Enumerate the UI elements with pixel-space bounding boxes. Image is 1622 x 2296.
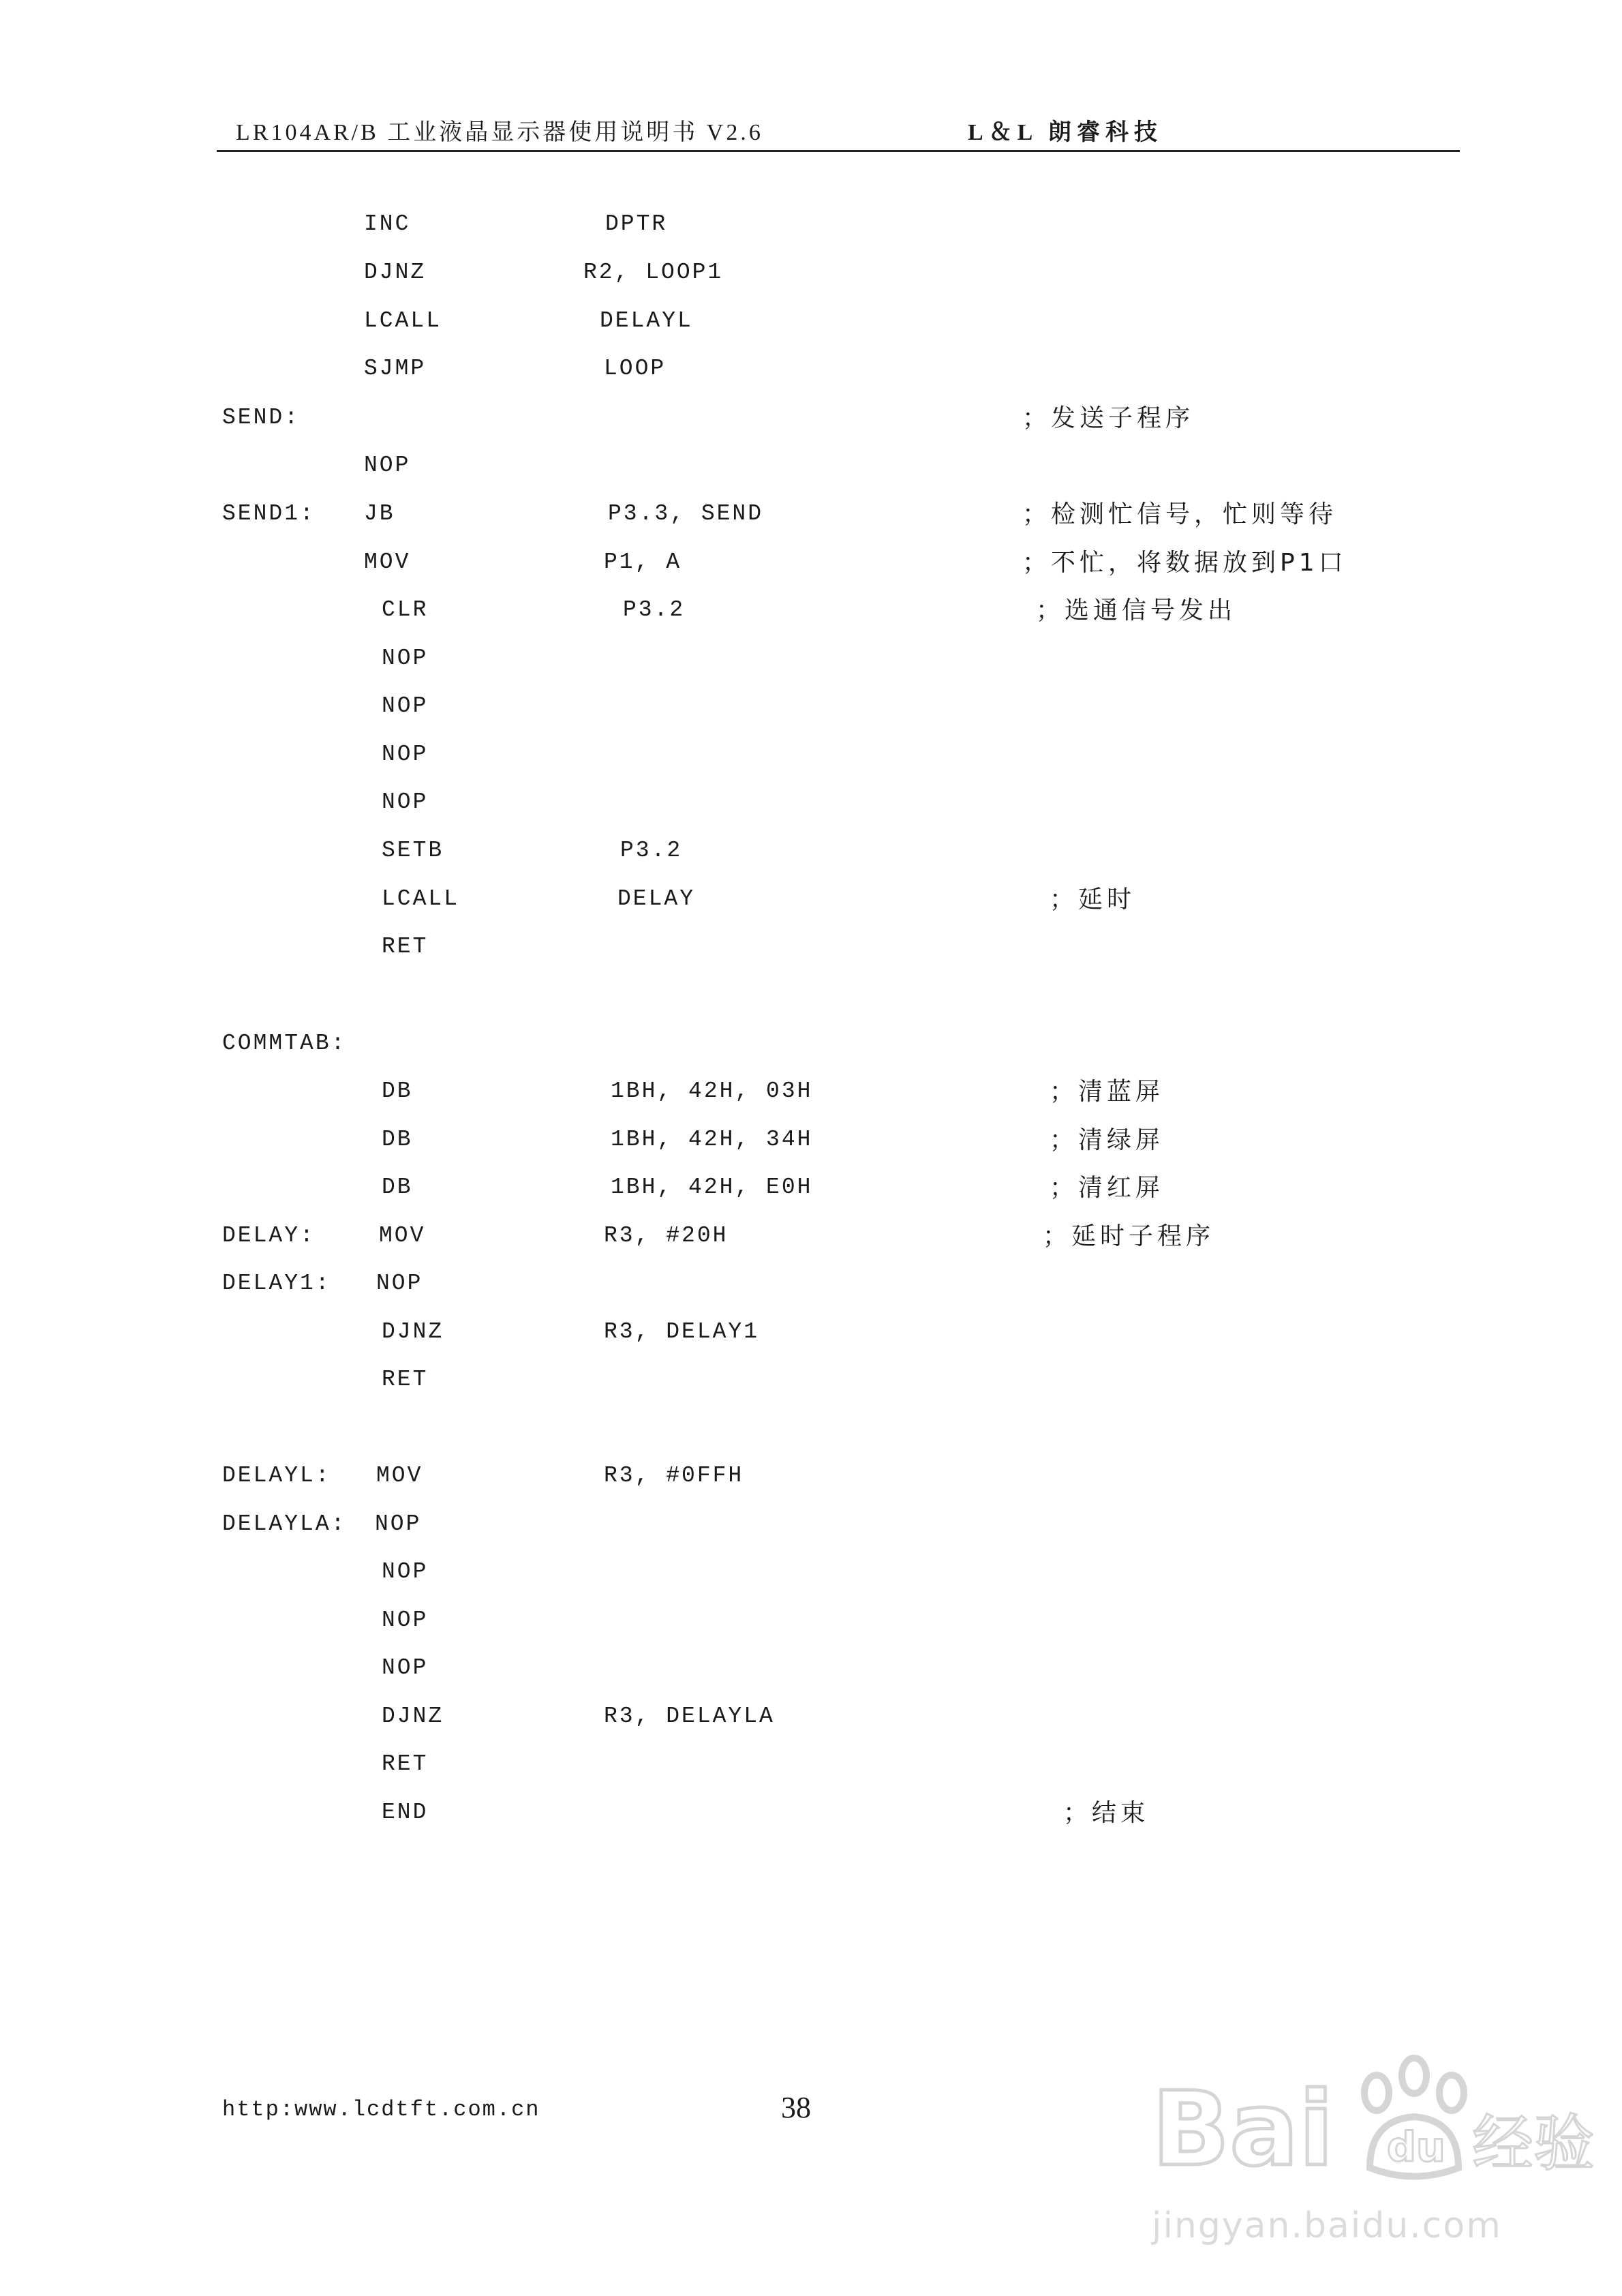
code-op: JB <box>364 501 395 526</box>
code-comment: ；结束 <box>1063 1799 1150 1827</box>
code-arg: DELAYL <box>600 308 693 333</box>
code-comment: ；检测忙信号，忙则等待 <box>1022 500 1338 528</box>
code-op: NOP <box>382 742 429 767</box>
code-arg: R3, DELAYLA <box>604 1704 775 1729</box>
code-op: RET <box>382 1751 429 1777</box>
code-arg: 1BH, 42H, E0H <box>611 1175 813 1200</box>
code-arg: R3, #20H <box>604 1223 729 1248</box>
code-comment: ；延时 <box>1050 886 1136 913</box>
code-op: NOP <box>382 693 429 719</box>
code-op: NOP <box>382 1559 429 1584</box>
watermark-text: jingyan.baidu.com <box>1152 2205 1502 2246</box>
code-arg: R2, LOOP1 <box>583 260 724 285</box>
code-label: COMMTAB: <box>222 1031 347 1056</box>
baidu-watermark <box>1152 2038 1595 2250</box>
code-arg: R3, #0FFH <box>604 1463 744 1488</box>
code-comment: ；选通信号发出 <box>1036 596 1237 624</box>
code-op: MOV <box>376 1463 423 1488</box>
header-divider <box>217 150 1460 152</box>
code-op: NOP <box>382 646 429 671</box>
code-op: RET <box>382 1367 429 1392</box>
page-number: 38 <box>781 2091 811 2124</box>
code-op: MOV <box>364 549 411 575</box>
svg-text:Bai: Bai <box>1152 2070 1334 2189</box>
code-arg: LOOP <box>604 356 667 381</box>
svg-text:经验: 经验 <box>1472 2108 1595 2179</box>
header-title: LR104AR/B 工业液晶显示器使用说明书 V2.6 <box>236 120 763 145</box>
code-op: NOP <box>376 1271 423 1296</box>
code-op: DB <box>382 1127 413 1152</box>
code-arg: P3.2 <box>623 597 686 622</box>
svg-text:du: du <box>1387 2124 1445 2171</box>
code-arg: P3.2 <box>620 838 683 863</box>
code-comment: ；发送子程序 <box>1022 404 1195 432</box>
code-arg: P3.3, SEND <box>608 501 764 526</box>
code-label: SEND1: <box>222 501 316 526</box>
code-label: DELAY1: <box>222 1271 331 1296</box>
footer-url: http:www.lcdtft.com.cn <box>222 2097 540 2122</box>
code-label: DELAY: <box>222 1223 316 1248</box>
code-label: DELAYLA: <box>222 1511 347 1537</box>
code-op: SJMP <box>364 356 427 381</box>
code-op: END <box>382 1800 429 1825</box>
code-op: DB <box>382 1175 413 1200</box>
code-op: RET <box>382 934 429 959</box>
code-op: DJNZ <box>382 1319 444 1344</box>
code-arg: R3, DELAY1 <box>604 1319 760 1344</box>
code-op: DJNZ <box>382 1704 444 1729</box>
code-comment: ；延时子程序 <box>1043 1222 1215 1250</box>
code-op: NOP <box>364 453 411 478</box>
code-op: MOV <box>379 1223 426 1248</box>
code-comment: ；清红屏 <box>1050 1174 1165 1202</box>
baidu-paw-logo-icon <box>1152 2038 1595 2202</box>
code-op: LCALL <box>364 308 442 333</box>
code-op: LCALL <box>382 886 460 911</box>
code-op: NOP <box>382 789 429 815</box>
code-arg: P1, A <box>604 549 682 575</box>
code-comment: ；不忙，将数据放到P1口 <box>1022 549 1347 577</box>
code-arg: DPTR <box>605 211 668 237</box>
code-op: DB <box>382 1078 413 1104</box>
code-comment: ；清蓝屏 <box>1050 1078 1165 1106</box>
code-op: DJNZ <box>364 260 427 285</box>
code-op: NOP <box>375 1511 422 1537</box>
code-arg: 1BH, 42H, 03H <box>611 1078 813 1104</box>
code-arg: DELAY <box>617 886 696 911</box>
code-label: DELAYL: <box>222 1463 331 1488</box>
code-op: SETB <box>382 838 444 863</box>
header-company: L＆L 朗睿科技 <box>968 120 1163 145</box>
code-op: INC <box>364 211 411 237</box>
code-op: CLR <box>382 597 429 622</box>
code-op: NOP <box>382 1607 429 1633</box>
code-op: NOP <box>382 1655 429 1680</box>
code-comment: ；清绿屏 <box>1050 1126 1165 1154</box>
code-label: SEND: <box>222 405 301 430</box>
code-arg: 1BH, 42H, 34H <box>611 1127 813 1152</box>
